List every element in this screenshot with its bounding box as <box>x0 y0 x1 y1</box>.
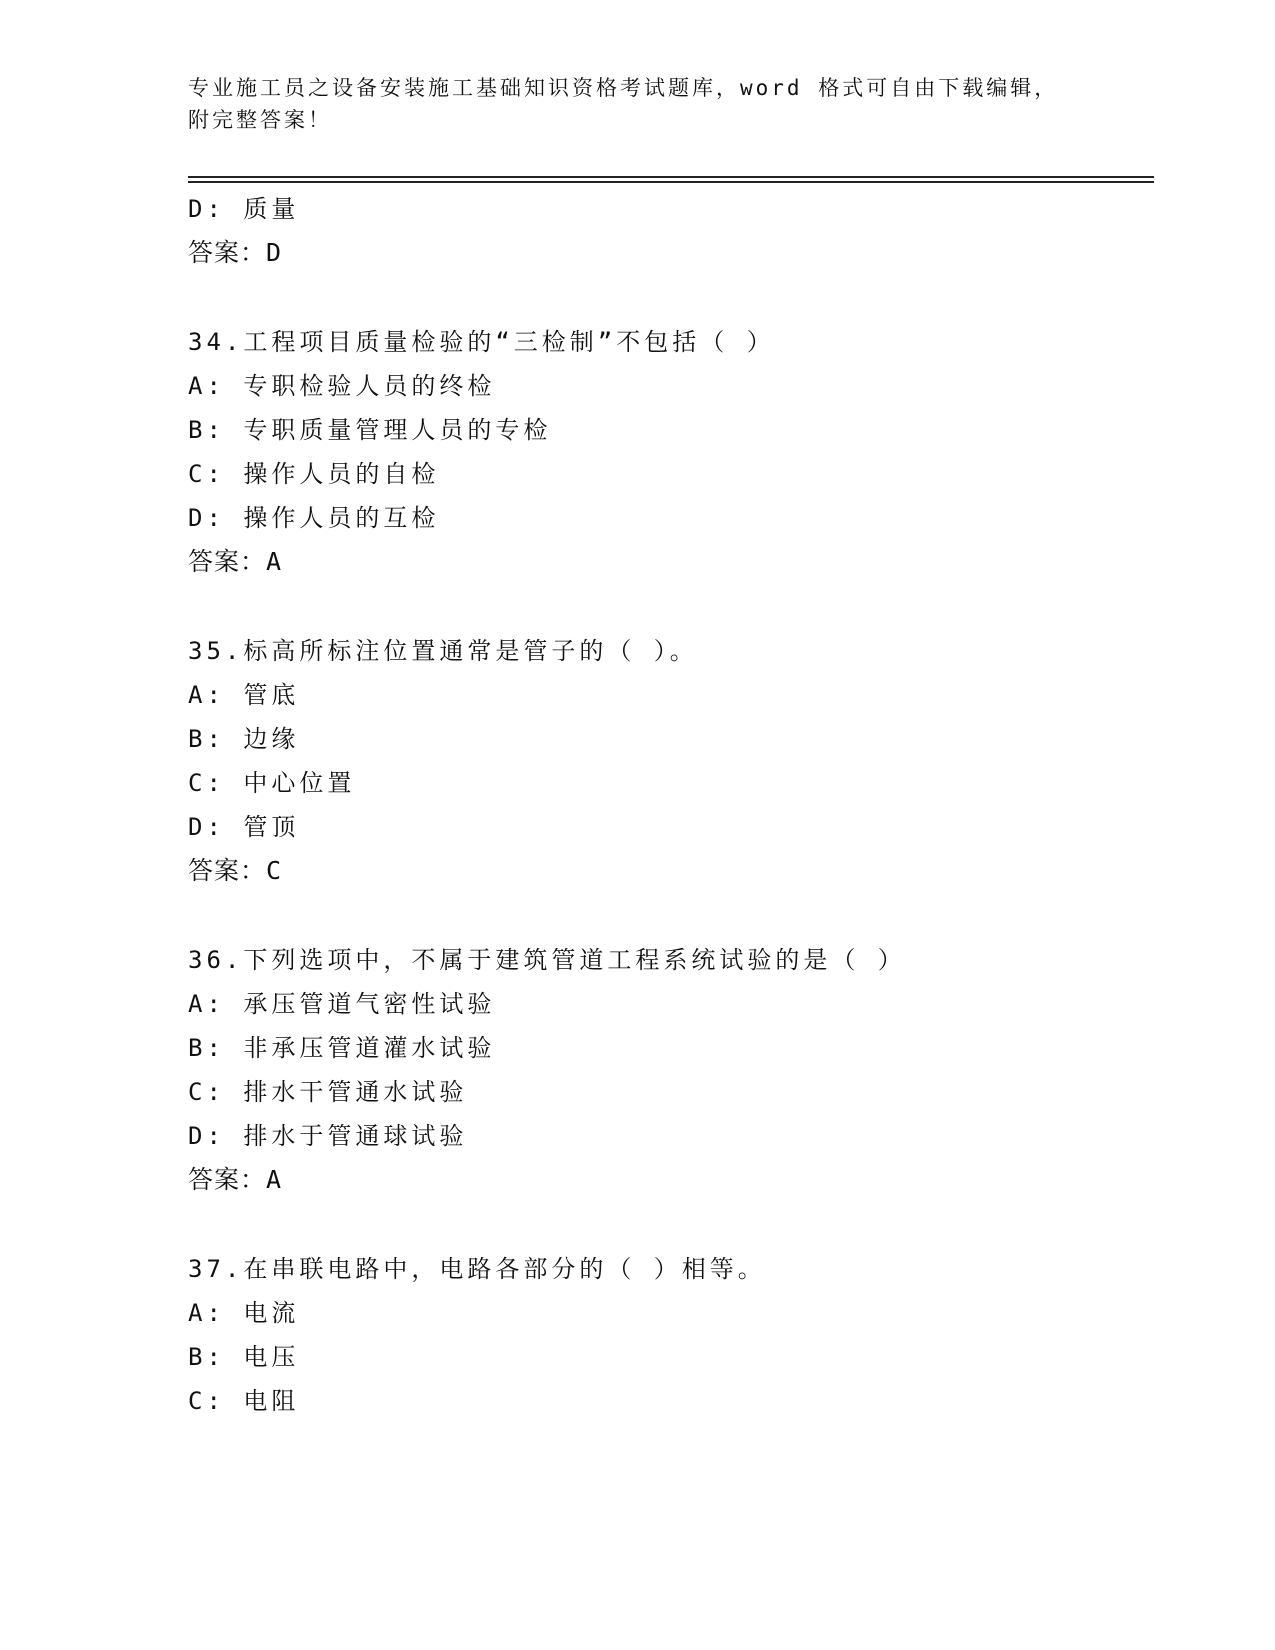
prev-option-d: D: 质量 <box>188 195 300 223</box>
option-b: B: 专职质量管理人员的专检 <box>188 416 552 444</box>
question-stem: 34.工程项目质量检验的“三检制”不包括（ ） <box>188 328 775 356</box>
question-answer <box>188 1163 282 1197</box>
question-answer <box>188 854 282 888</box>
option-d: D: 操作人员的互检 <box>188 504 440 532</box>
option-b: B: 非承压管道灌水试验 <box>188 1034 496 1062</box>
option-c: C: 排水干管通水试验 <box>188 1078 468 1106</box>
answer-value: D <box>266 238 283 267</box>
option-a: A: 专职检验人员的终检 <box>188 372 496 400</box>
answer-value: C <box>266 856 283 885</box>
answer-label: 答案： <box>188 856 267 885</box>
option-b: B: 电压 <box>188 1343 300 1371</box>
option-c: C: 中心位置 <box>188 769 356 797</box>
prev-answer <box>188 236 282 270</box>
question-stem: 35.标高所标注位置通常是管子的（ ）。 <box>188 637 698 665</box>
header-divider-top <box>188 176 1154 178</box>
header-divider-bottom <box>188 181 1154 183</box>
option-d: D: 排水于管通球试验 <box>188 1122 468 1150</box>
option-c: C: 操作人员的自检 <box>188 460 440 488</box>
question-stem: 36.下列选项中，不属于建筑管道工程系统试验的是（ ） <box>188 946 906 974</box>
answer-label: 答案： <box>188 1165 267 1194</box>
document-header-line-1: 专业施工员之设备安装施工基础知识资格考试题库，word 格式可自由下载编辑， <box>188 76 1059 100</box>
option-a: A: 电流 <box>188 1299 300 1327</box>
option-c: C: 电阻 <box>188 1387 300 1415</box>
option-b: B: 边缘 <box>188 725 300 753</box>
answer-value: A <box>266 1165 283 1194</box>
answer-label: 答案： <box>188 238 267 267</box>
option-a: A: 管底 <box>188 681 300 709</box>
option-a: A: 承压管道气密性试验 <box>188 990 496 1018</box>
answer-value: A <box>266 547 283 576</box>
question-stem: 37.在串联电路中，电路各部分的（ ）相等。 <box>188 1255 766 1283</box>
answer-label: 答案： <box>188 547 267 576</box>
document-header-line-2: 附完整答案！ <box>188 108 332 132</box>
option-d: D: 管顶 <box>188 813 300 841</box>
question-answer <box>188 545 282 579</box>
